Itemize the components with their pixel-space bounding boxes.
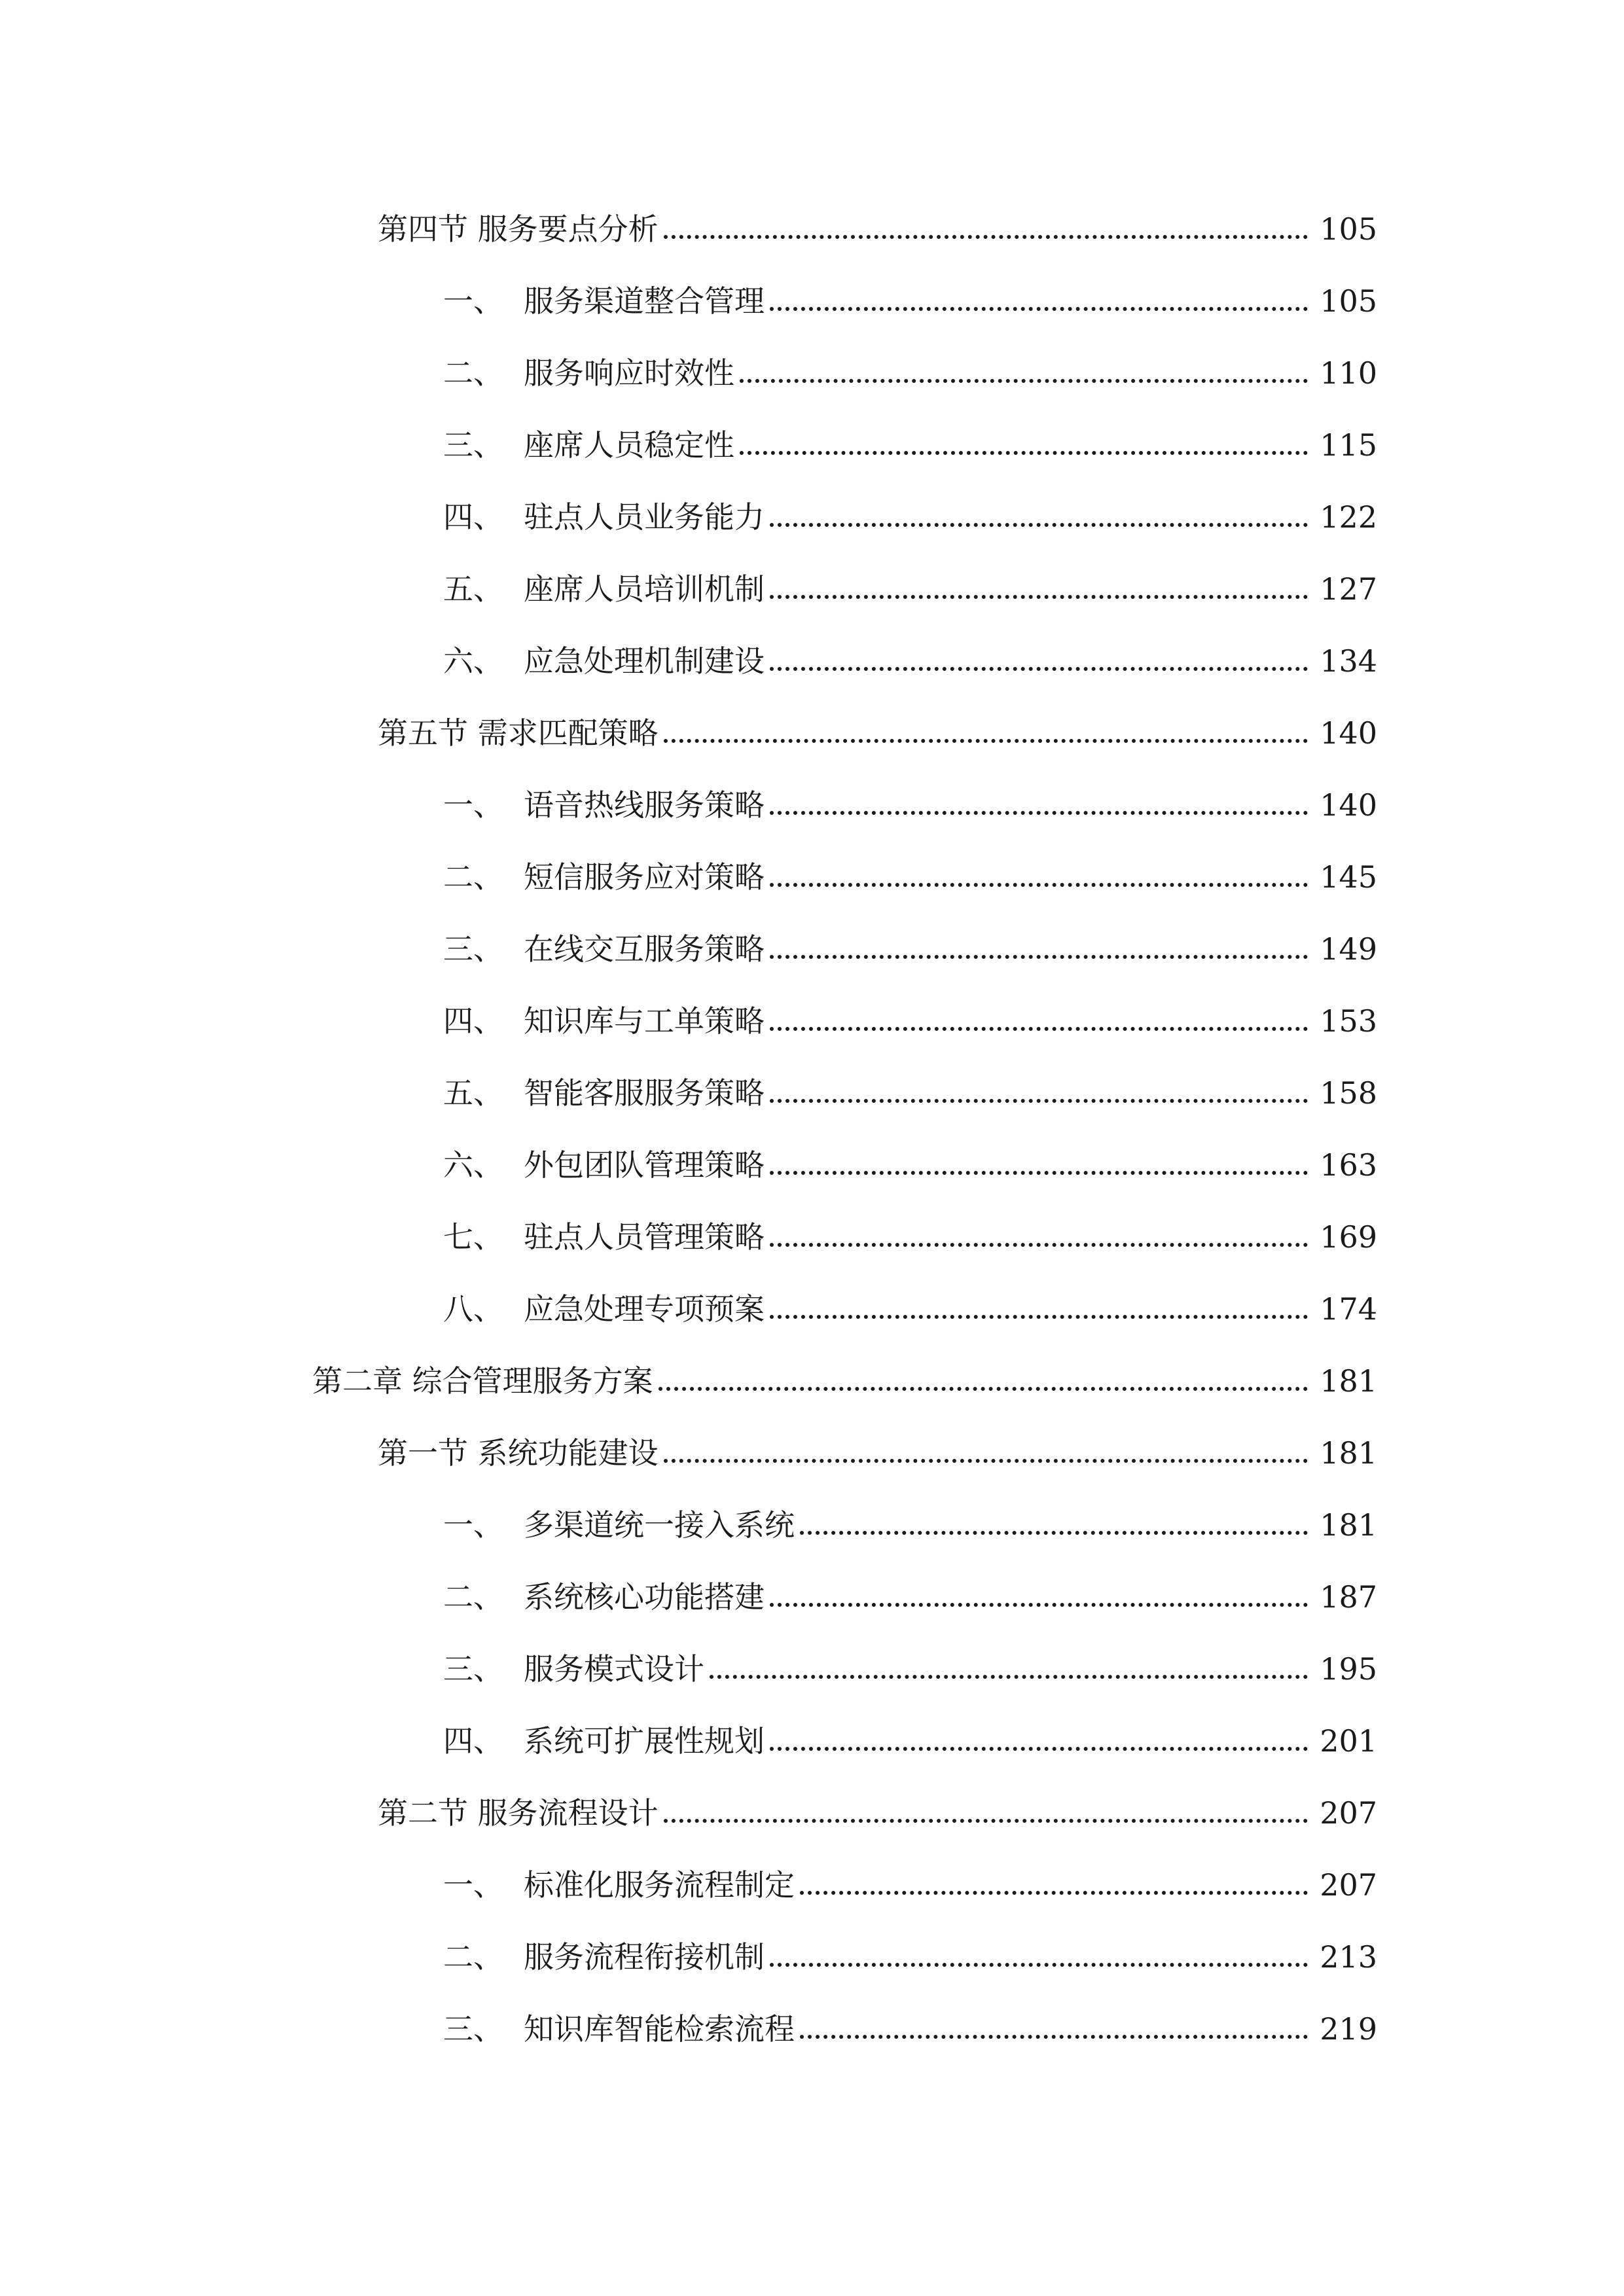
toc-entry-label: 第四节 服务要点分析 [378, 211, 659, 247]
toc-entry[interactable] [443, 1859, 1377, 1911]
dot-leader [710, 1675, 1308, 1679]
toc-entry-page: 158 [1320, 1075, 1377, 1111]
dot-leader [770, 1747, 1308, 1751]
toc-entry-page: 174 [1320, 1291, 1377, 1327]
dot-leader [770, 1027, 1308, 1031]
toc-entry-label-wrap [443, 1139, 765, 1191]
toc-entry-page: 207 [1320, 1867, 1377, 1903]
dot-leader [770, 1099, 1308, 1103]
toc-entry-label: 语音热线服务策略 [524, 787, 765, 823]
toc-entry[interactable] [443, 491, 1377, 543]
toc-entry[interactable] [443, 563, 1377, 615]
toc-entry-label-wrap [443, 779, 765, 831]
toc-entry-label: 知识库智能检索流程 [524, 2011, 795, 2047]
toc-entry-page: 140 [1320, 715, 1377, 751]
toc-entry[interactable] [443, 635, 1377, 687]
toc-entry-number: 二、 [443, 355, 503, 391]
toc-entry-label: 服务响应时效性 [524, 355, 734, 391]
toc-entry-page: 219 [1320, 2011, 1377, 2047]
toc-entry-label-wrap [443, 1571, 765, 1623]
toc-entry-label-wrap [443, 1859, 795, 1911]
toc-entry-label-wrap [443, 347, 734, 399]
dot-leader [659, 1387, 1308, 1391]
dot-leader [664, 235, 1308, 239]
toc-entry[interactable] [443, 851, 1377, 903]
toc-entry[interactable] [443, 1571, 1377, 1623]
toc-entry-label-wrap [443, 2003, 795, 2055]
toc-entry-number: 二、 [443, 1579, 503, 1615]
toc-entry[interactable] [443, 1211, 1377, 1263]
toc-entry-label: 短信服务应对策略 [524, 859, 765, 895]
toc-entry[interactable] [443, 1643, 1377, 1695]
toc-entry-label: 第二章 综合管理服务方案 [312, 1363, 653, 1399]
dot-leader [770, 811, 1308, 815]
toc-entry-page: 153 [1320, 1003, 1377, 1039]
dot-leader [800, 2035, 1308, 2039]
dot-leader [770, 307, 1308, 311]
toc-entry-number: 三、 [443, 1651, 503, 1687]
toc-entry-page: 145 [1320, 859, 1377, 895]
toc-entry-number: 一、 [443, 787, 503, 823]
toc-entry-label-wrap [443, 923, 765, 975]
dot-leader [664, 1459, 1308, 1463]
dot-leader [770, 595, 1308, 599]
dot-leader [770, 1963, 1308, 1967]
toc-entry-label: 第一节 系统功能建设 [378, 1435, 659, 1471]
toc-entry-page: 127 [1320, 571, 1377, 607]
toc-entry[interactable] [378, 1787, 1377, 1839]
toc-entry-label: 服务模式设计 [524, 1651, 704, 1687]
toc-entry-page: 187 [1320, 1579, 1377, 1615]
toc-entry-number: 四、 [443, 499, 503, 535]
toc-entry[interactable] [443, 1139, 1377, 1191]
toc-entry-number: 三、 [443, 931, 503, 967]
toc-entry-page: 122 [1320, 499, 1377, 535]
toc-entry[interactable] [378, 1427, 1377, 1479]
toc-entry[interactable] [443, 995, 1377, 1047]
toc-entry-label-wrap [443, 851, 765, 903]
dot-leader [740, 451, 1308, 455]
toc-entry-page: 105 [1320, 283, 1377, 319]
toc-entry[interactable] [443, 923, 1377, 975]
toc-entry-label: 应急处理机制建设 [524, 643, 765, 679]
toc-entry-page: 201 [1320, 1723, 1377, 1759]
toc-entry-label-wrap [443, 491, 765, 543]
toc-entry-page: 181 [1320, 1507, 1377, 1543]
dot-leader [800, 1891, 1308, 1895]
toc-entry-number: 一、 [443, 1867, 503, 1903]
toc-entry-label: 标准化服务流程制定 [524, 1867, 795, 1903]
toc-entry-number: 一、 [443, 1507, 503, 1543]
toc-entry-label: 知识库与工单策略 [524, 1003, 765, 1039]
toc-entry-label-wrap [443, 275, 765, 327]
toc-entry-label: 座席人员稳定性 [524, 427, 734, 463]
toc-entry-page: 105 [1320, 211, 1377, 247]
toc-entry-number: 三、 [443, 427, 503, 463]
toc-entry-label: 服务渠道整合管理 [524, 283, 765, 319]
toc-entry-label-wrap [443, 1067, 765, 1119]
toc-entry-page: 195 [1320, 1651, 1377, 1687]
toc-entry[interactable] [443, 2003, 1377, 2055]
toc-entry-label: 多渠道统一接入系统 [524, 1507, 795, 1543]
dot-leader [770, 1315, 1308, 1319]
toc-entry-label-wrap [443, 1283, 765, 1335]
toc-entry[interactable] [443, 1499, 1377, 1551]
toc-entry-number: 二、 [443, 859, 503, 895]
dot-leader [770, 1171, 1308, 1175]
dot-leader [770, 955, 1308, 959]
toc-entry[interactable] [443, 1067, 1377, 1119]
toc-entry-number: 四、 [443, 1723, 503, 1759]
toc-entry-label: 驻点人员管理策略 [524, 1219, 765, 1255]
dot-leader [800, 1531, 1308, 1535]
toc-entry[interactable] [443, 1931, 1377, 1983]
toc-entry-number: 六、 [443, 643, 503, 679]
toc-entry-label: 驻点人员业务能力 [524, 499, 765, 535]
toc-entry-number: 五、 [443, 1075, 503, 1111]
dot-leader [664, 1819, 1308, 1823]
dot-leader [770, 523, 1308, 527]
dot-leader [770, 883, 1308, 887]
dot-leader [664, 739, 1308, 743]
toc-entry-page: 169 [1320, 1219, 1377, 1255]
toc-entry-number: 二、 [443, 1939, 503, 1975]
toc-entry-number: 七、 [443, 1219, 503, 1255]
toc-entry[interactable] [443, 779, 1377, 831]
dot-leader [770, 667, 1308, 671]
toc-entry-number: 六、 [443, 1147, 503, 1183]
toc-entry-label: 智能客服服务策略 [524, 1075, 765, 1111]
toc-entry-label-wrap [443, 1931, 765, 1983]
toc-entry-number: 四、 [443, 1003, 503, 1039]
toc-entry[interactable] [443, 419, 1377, 471]
toc-entry-label-wrap [443, 1715, 765, 1767]
toc-entry-page: 110 [1320, 355, 1377, 391]
toc-entry-number: 五、 [443, 571, 503, 607]
toc-entry-label-wrap [443, 419, 734, 471]
toc-entry-label-wrap [443, 1643, 704, 1695]
toc-entry[interactable] [312, 1355, 1377, 1407]
toc-entry-label: 系统核心功能搭建 [524, 1579, 765, 1615]
toc-entry-number: 八、 [443, 1291, 503, 1327]
toc-entry-number: 一、 [443, 283, 503, 319]
toc-entry-page: 207 [1320, 1795, 1377, 1831]
toc-entry-label: 第五节 需求匹配策略 [378, 715, 659, 751]
toc-entry-page: 163 [1320, 1147, 1377, 1183]
toc-entry-label-wrap [443, 995, 765, 1047]
toc-entry-page: 140 [1320, 787, 1377, 823]
toc-entry-number: 三、 [443, 2011, 503, 2047]
toc-entry[interactable] [443, 1283, 1377, 1335]
toc-entry-page: 134 [1320, 643, 1377, 679]
toc-entry-label-wrap [443, 635, 765, 687]
toc-entry-page: 181 [1320, 1363, 1377, 1399]
toc-entry-label: 在线交互服务策略 [524, 931, 765, 967]
toc-entry-label: 服务流程衔接机制 [524, 1939, 765, 1975]
toc-entry-page: 149 [1320, 931, 1377, 967]
toc-entry-label: 系统可扩展性规划 [524, 1723, 765, 1759]
toc-entry[interactable] [443, 1715, 1377, 1767]
toc-entry[interactable] [443, 275, 1377, 327]
dot-leader [770, 1243, 1308, 1247]
toc-entry-label: 座席人员培训机制 [524, 571, 765, 607]
dot-leader [770, 1603, 1308, 1607]
toc-entry-label-wrap [443, 1211, 765, 1263]
toc-entry-page: 213 [1320, 1939, 1377, 1975]
toc-entry[interactable] [378, 203, 1377, 255]
toc-entry-label-wrap [443, 1499, 795, 1551]
toc-entry-page: 115 [1320, 427, 1377, 463]
toc-entry[interactable] [378, 707, 1377, 759]
toc-entry-label: 应急处理专项预案 [524, 1291, 765, 1327]
toc-entry[interactable] [443, 347, 1377, 399]
dot-leader [740, 379, 1308, 383]
toc-entry-page: 181 [1320, 1435, 1377, 1471]
toc-entry-label-wrap [443, 563, 765, 615]
toc-entry-label: 外包团队管理策略 [524, 1147, 765, 1183]
toc-entry-label: 第二节 服务流程设计 [378, 1795, 659, 1831]
